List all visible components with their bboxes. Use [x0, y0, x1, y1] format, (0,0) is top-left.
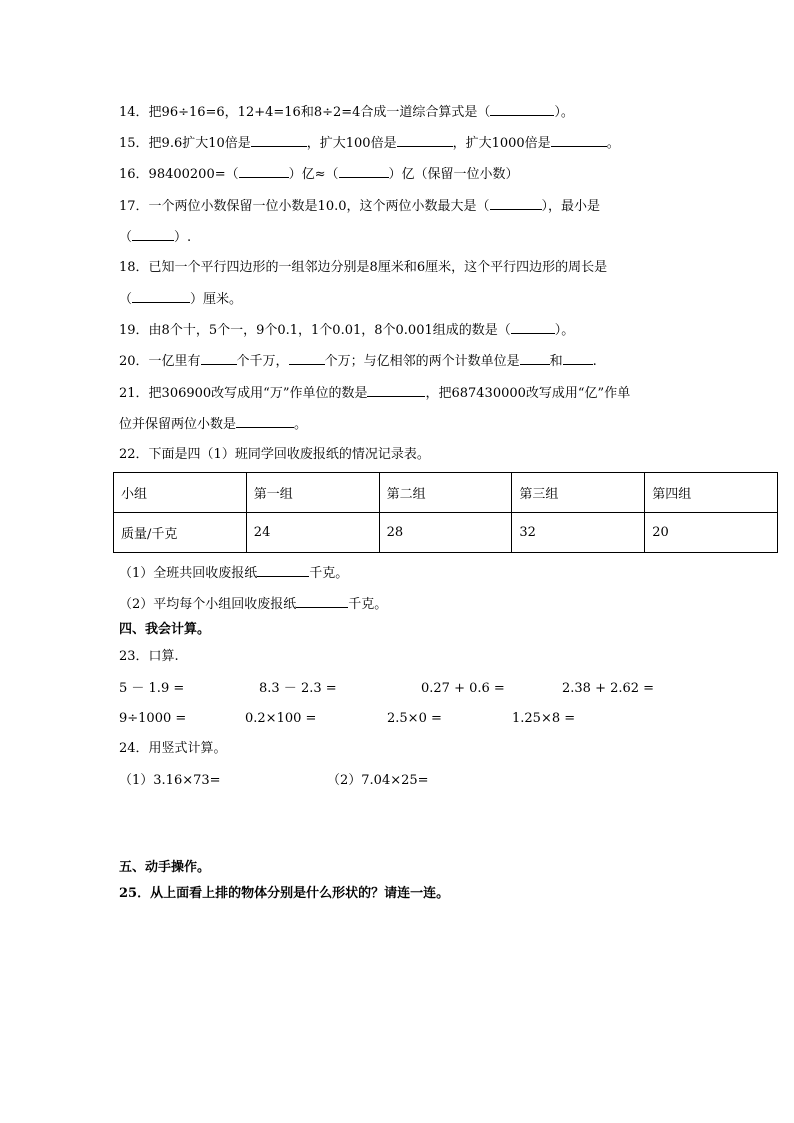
question-14: 14．把96÷16=6，12+4=16和8÷2=4合成一道综合算式是（ ）。 — [119, 105, 574, 120]
answer-blank[interactable] — [257, 564, 309, 577]
answer-blank[interactable] — [397, 134, 453, 147]
answer-blank[interactable] — [490, 197, 542, 210]
table-header-row — [114, 473, 778, 513]
calc-item: 5 － 1.9 = — [119, 681, 185, 696]
table-cell: 28 — [379, 513, 512, 553]
calc-item: 0.27 + 0.6 = — [421, 681, 505, 696]
question-16: 16．98400200=（ ）亿≈（ ）亿（保留一位小数） — [119, 167, 519, 182]
answer-blank[interactable] — [236, 415, 294, 428]
answer-blank[interactable] — [339, 165, 389, 178]
table-cell: 20 — [645, 513, 778, 553]
question-23-title: 23．口算. — [119, 649, 179, 664]
answer-blank[interactable] — [132, 228, 174, 241]
recycling-record-table — [113, 472, 778, 553]
question-25: 25．从上面看上排的物体分别是什么形状的？请连一连。 — [119, 886, 450, 901]
calc-item: 0.2×100 = — [245, 711, 317, 726]
table-cell: 小组 — [114, 473, 247, 513]
question-22-part2: （2）平均每个小组回收废报纸 千克。 — [119, 597, 388, 612]
question-19: 19．由8个十，5个一，9个0.1，1个0.01，8个0.001组成的数是（ ）。 — [119, 323, 575, 338]
question-24-title: 24．用竖式计算。 — [119, 741, 227, 756]
answer-blank[interactable] — [563, 352, 593, 365]
answer-blank[interactable] — [490, 103, 554, 116]
calc-item: 2.38 + 2.62 = — [562, 681, 655, 696]
table-cell: 第二组 — [379, 473, 512, 513]
table-cell: 32 — [512, 513, 645, 553]
question-17-line2: （ ）. — [119, 230, 192, 245]
question-22-part1: （1）全班共回收废报纸 千克。 — [119, 566, 349, 581]
calc-item: 2.5×0 = — [387, 711, 442, 726]
question-21-line2: 位并保留两位小数是 。 — [119, 417, 308, 432]
calc-item: 1.25×8 = — [512, 711, 576, 726]
question-21-line1: 21．把306900改写成用“万”作单位的数是 ，把687430000改写成用“亿”作单 — [119, 386, 631, 401]
answer-blank[interactable] — [201, 352, 237, 365]
question-18-line2: （ ）厘米。 — [119, 292, 243, 307]
question-18-line1: 18．已知一个平行四边形的一组邻边分别是8厘米和6厘米，这个平行四边形的周长是 — [119, 260, 608, 275]
table-cell: 第三组 — [512, 473, 645, 513]
question-20: 20．一亿里有 个千万， 个万；与亿相邻的两个计数单位是 和 . — [119, 354, 597, 369]
table-cell: 24 — [246, 513, 379, 553]
question-17-line1: 17．一个两位小数保留一位小数是10.0，这个两位小数最大是（ ），最小是 — [119, 199, 601, 214]
answer-blank[interactable] — [289, 352, 325, 365]
vertical-calc-item: （1）3.16×73= — [119, 773, 221, 788]
answer-blank[interactable] — [551, 134, 607, 147]
table-cell: 第一组 — [246, 473, 379, 513]
table-cell: 第四组 — [645, 473, 778, 513]
section-5-heading: 五、动手操作。 — [119, 860, 211, 875]
table-cell: 质量/千克 — [114, 513, 247, 553]
answer-blank[interactable] — [239, 165, 289, 178]
answer-blank[interactable] — [520, 352, 550, 365]
answer-blank[interactable] — [296, 595, 348, 608]
question-22: 22．下面是四（1）班同学回收废报纸的情况记录表。 — [119, 447, 430, 462]
answer-blank[interactable] — [132, 290, 190, 303]
answer-blank[interactable] — [511, 321, 555, 334]
answer-blank[interactable] — [367, 384, 425, 397]
vertical-calc-item: （2）7.04×25= — [327, 773, 429, 788]
answer-blank[interactable] — [251, 134, 307, 147]
calc-item: 8.3 － 2.3 = — [259, 681, 337, 696]
calc-item: 9÷1000 = — [119, 711, 187, 726]
section-4-heading: 四、我会计算。 — [119, 622, 211, 637]
question-15: 15．把9.6扩大10倍是 ，扩大100倍是 ，扩大1000倍是 。 — [119, 136, 620, 151]
table-row — [114, 513, 778, 553]
